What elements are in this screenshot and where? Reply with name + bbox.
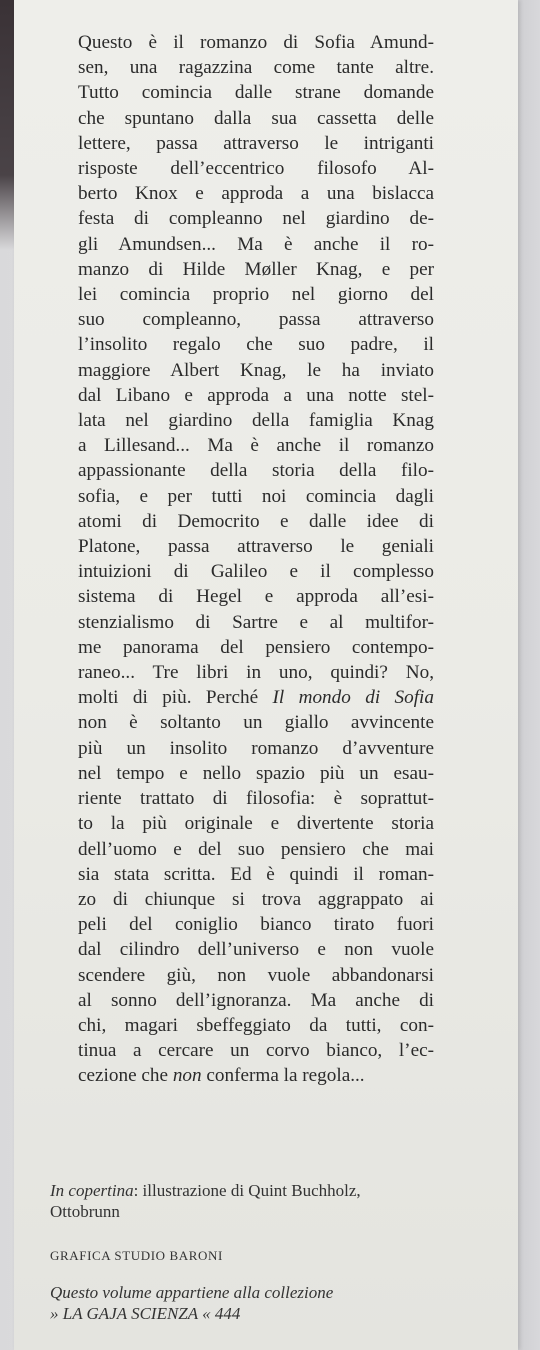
emphasis-italic: non — [172, 1065, 202, 1087]
synopsis-last-line — [78, 1063, 434, 1088]
cover-credit — [50, 1180, 470, 1222]
synopsis-line: dal cilindro dell’universo e non vuole — [78, 939, 434, 961]
synopsis-line: a Lillesand... Ma è anche il romanzo — [78, 435, 434, 457]
synopsis-line: dal Libano e approda a una notte stel- — [78, 384, 434, 406]
synopsis-line: sen, una ragazzina come tante altre. — [78, 57, 434, 79]
synopsis-line: stenzialismo di Sartre e al multifor- — [78, 611, 434, 633]
synopsis-line: riente trattato di filosofia: è soprattut- — [78, 788, 434, 810]
synopsis-line: to la più originale e divertente storia — [78, 813, 434, 835]
synopsis-line: scendere giù, non vuole abbandonarsi — [78, 964, 434, 986]
synopsis-line: zo di chiunque si trova aggrappato ai — [78, 888, 434, 910]
synopsis-line: gli Amundsen... Ma è anche il ro- — [78, 233, 434, 255]
synopsis-line: festa di compleanno nel giardino de- — [78, 208, 434, 230]
synopsis-line: Tutto comincia dalle strane domande — [78, 82, 434, 104]
collection-series-name: » LA GAJA SCIENZA « 444 — [50, 1304, 241, 1323]
synopsis-text-fragment: conferma la regola... — [201, 1065, 365, 1087]
book-spine-edge — [0, 0, 14, 250]
cover-credit-location: Ottobrunn — [50, 1202, 120, 1221]
synopsis-line: al sonno dell’ignoranza. Ma anche di — [78, 989, 434, 1011]
synopsis-line: risposte dell’eccentrico filosofo Al- — [78, 158, 434, 180]
synopsis-line: suo compleanno, passa attraverso — [78, 309, 434, 331]
synopsis-text — [78, 30, 434, 1089]
synopsis-line: tinua a cercare un corvo bianco, l’ec- — [78, 1040, 434, 1062]
synopsis-line: lettere, passa attraverso le intriganti — [78, 132, 434, 154]
synopsis-line: atomi di Democrito e dalle idee di — [78, 510, 434, 532]
collection-note-line: Questo volume appartiene alla collezione — [50, 1283, 334, 1302]
synopsis-line: appassionante della storia della filo- — [78, 460, 434, 482]
synopsis-line: peli del coniglio bianco tirato fuori — [78, 914, 434, 936]
synopsis-line: maggiore Albert Knag, le ha inviato — [78, 359, 434, 381]
synopsis-line: sofia, e per tutti noi comincia dagli — [78, 485, 434, 507]
synopsis-line: raneo... Tre libri in uno, quindi? No, — [78, 662, 434, 684]
synopsis-line: sistema di Hegel e approda all’esi- — [78, 586, 434, 608]
page-side-edge — [518, 0, 540, 1350]
collection-note — [50, 1282, 470, 1324]
synopsis-line: Questo è il romanzo di Sofia Amund- — [78, 32, 434, 53]
synopsis-line: non è soltanto un giallo avvincente — [78, 712, 434, 734]
synopsis-text-fragment: cezione che — [78, 1065, 173, 1087]
synopsis-line-with-title — [78, 685, 434, 710]
graphic-studio-credit: GRAFICA STUDIO BARONI — [50, 1248, 223, 1263]
book-title-italic: Il mondo di Sofia — [272, 687, 434, 709]
synopsis-line: nel tempo e nello spazio più un esau- — [78, 762, 434, 784]
synopsis-line: che spuntano dalla sua cassetta delle — [78, 107, 434, 129]
synopsis-text-fragment: molti di più. Perché — [78, 687, 273, 709]
cover-credit-label: In copertina — [50, 1181, 134, 1200]
synopsis-line: chi, magari sbeffeggiato da tutti, con- — [78, 1014, 434, 1036]
cover-credit-text: : illustrazione di Quint Buchholz, — [133, 1181, 361, 1200]
synopsis-line: l’insolito regalo che suo padre, il — [78, 334, 434, 356]
synopsis-line: lei comincia proprio nel giorno del — [78, 284, 434, 306]
synopsis-line: manzo di Hilde Møller Knag, e per — [78, 258, 434, 280]
synopsis-line: berto Knox e approda a una bislacca — [78, 183, 434, 205]
synopsis-line: lata nel giardino della famiglia Knag — [78, 410, 434, 432]
synopsis-line: Platone, passa attraverso le geniali — [78, 536, 434, 558]
synopsis-line: dell’uomo e del suo pensiero che mai — [78, 838, 434, 860]
synopsis-line: me panorama del pensiero contempo- — [78, 636, 434, 658]
synopsis-line: intuizioni di Galileo e il complesso — [78, 561, 434, 583]
synopsis-line: più un insolito romanzo d’avventure — [78, 737, 434, 759]
synopsis-line: sia stata scritta. Ed è quindi il roman- — [78, 863, 434, 885]
